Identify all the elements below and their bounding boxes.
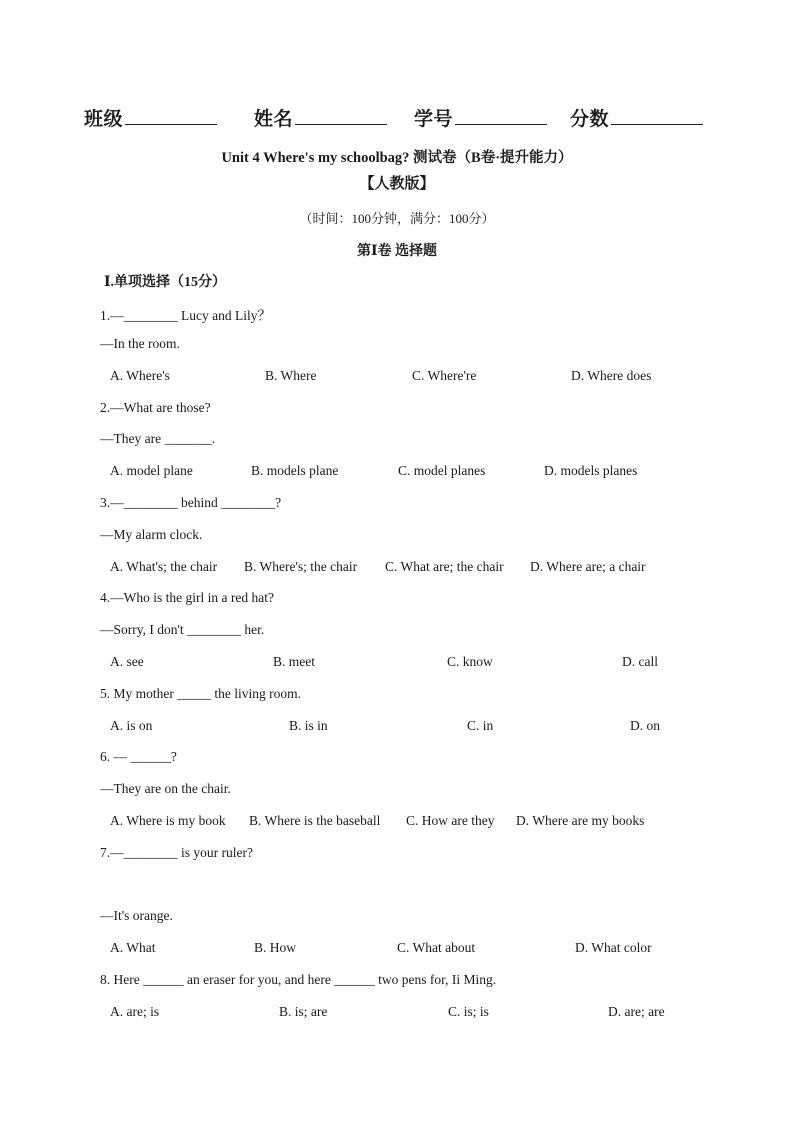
q1-option-c[interactable]: C. Where're xyxy=(412,368,477,383)
q2-option-c[interactable]: C. model planes xyxy=(398,463,486,478)
q5-options xyxy=(110,718,670,738)
q4-stem: 4.—Who is the girl in a red hat? xyxy=(100,590,274,605)
q8-option-c[interactable]: C. is; is xyxy=(448,1004,489,1019)
q8-options xyxy=(110,1004,670,1024)
q1-options xyxy=(110,368,670,388)
q2-answer: —They are _______. xyxy=(100,431,216,446)
q7-option-a[interactable]: A. What xyxy=(110,940,156,955)
q3-option-c[interactable]: C. What are; the chair xyxy=(385,559,504,574)
q8-option-a[interactable]: A. are; is xyxy=(110,1004,160,1019)
q3-stem: 3.—________ behind ________? xyxy=(100,495,282,510)
class-label: 班级 xyxy=(84,108,124,130)
q7-stem: 7.—________ is your ruler? xyxy=(100,845,253,860)
class-field xyxy=(84,104,217,131)
q1-option-d[interactable]: D. Where does xyxy=(571,368,652,383)
q6-answer: —They are on the chair. xyxy=(100,781,231,796)
q2-option-b[interactable]: B. models plane xyxy=(251,463,339,478)
q6-option-c[interactable]: C. How are they xyxy=(406,813,495,828)
q6-option-b[interactable]: B. Where is the baseball xyxy=(249,813,381,828)
q6-option-a[interactable]: A. Where is my book xyxy=(110,813,226,828)
number-blank[interactable] xyxy=(455,108,547,125)
q1-option-b[interactable]: B. Where xyxy=(265,368,317,383)
q5-option-a[interactable]: A. is on xyxy=(110,718,153,733)
q3-option-d[interactable]: D. Where are; a chair xyxy=(530,559,646,574)
q5-option-c[interactable]: C. in xyxy=(467,718,494,733)
q3-options xyxy=(110,559,670,579)
edition-label: 【人教版】 xyxy=(359,176,435,192)
q2-stem: 2.—What are those? xyxy=(100,400,211,415)
q2-option-d[interactable]: D. models planes xyxy=(544,463,638,478)
section-heading: Ⅰ.单项选择（15分） xyxy=(104,275,227,290)
q7-options xyxy=(110,940,670,960)
q6-stem: 6. — ______? xyxy=(100,749,177,764)
score-field xyxy=(570,104,703,131)
number-label: 学号 xyxy=(414,108,454,130)
q8-option-b[interactable]: B. is; are xyxy=(279,1004,328,1019)
q4-options xyxy=(110,654,670,674)
student-info-row xyxy=(84,104,710,134)
q4-answer: —Sorry, I don't ________ her. xyxy=(100,622,265,637)
q2-options xyxy=(110,463,670,483)
volume-heading: 第Ⅰ卷 选择题 xyxy=(356,244,438,259)
q6-options xyxy=(110,813,670,833)
class-blank[interactable] xyxy=(125,108,217,125)
q5-option-b[interactable]: B. is in xyxy=(289,718,328,733)
q7-option-d[interactable]: D. What color xyxy=(575,940,652,955)
name-blank[interactable] xyxy=(295,108,387,125)
q1-answer: —In the room. xyxy=(100,336,180,351)
time-note: （时间：100分钟，满分：100分） xyxy=(299,211,495,226)
score-label: 分数 xyxy=(570,108,610,130)
q8-stem: 8. Here ______ an eraser for you, and here ______ two pens for, Ii Ming. xyxy=(100,972,497,987)
q1-option-a[interactable]: A. Where's xyxy=(110,368,170,383)
q4-option-d[interactable]: D. call xyxy=(622,654,658,669)
score-blank[interactable] xyxy=(611,108,703,125)
q6-option-d[interactable]: D. Where are my books xyxy=(516,813,645,828)
q3-answer: —My alarm clock. xyxy=(100,527,203,542)
q4-option-c[interactable]: C. know xyxy=(447,654,493,669)
q3-option-a[interactable]: A. What's; the chair xyxy=(110,559,218,574)
exam-title: Unit 4 Where's my schoolbag? 测试卷（B卷·提升能力） xyxy=(221,150,573,166)
number-field xyxy=(414,104,547,131)
q5-option-d[interactable]: D. on xyxy=(630,718,660,733)
q3-option-b[interactable]: B. Where's; the chair xyxy=(244,559,358,574)
q8-option-d[interactable]: D. are; are xyxy=(608,1004,665,1019)
q5-stem: 5. My mother _____ the living room. xyxy=(100,686,301,701)
q4-option-b[interactable]: B. meet xyxy=(273,654,315,669)
q2-option-a[interactable]: A. model plane xyxy=(110,463,193,478)
q7-answer: —It's orange. xyxy=(100,908,173,923)
q4-option-a[interactable]: A. see xyxy=(110,654,144,669)
name-label: 姓名 xyxy=(254,108,294,130)
name-field xyxy=(254,104,387,131)
q7-option-b[interactable]: B. How xyxy=(254,940,297,955)
q1-stem: 1.—________ Lucy and Lily？ xyxy=(100,308,271,323)
q7-option-c[interactable]: C. What about xyxy=(397,940,476,955)
